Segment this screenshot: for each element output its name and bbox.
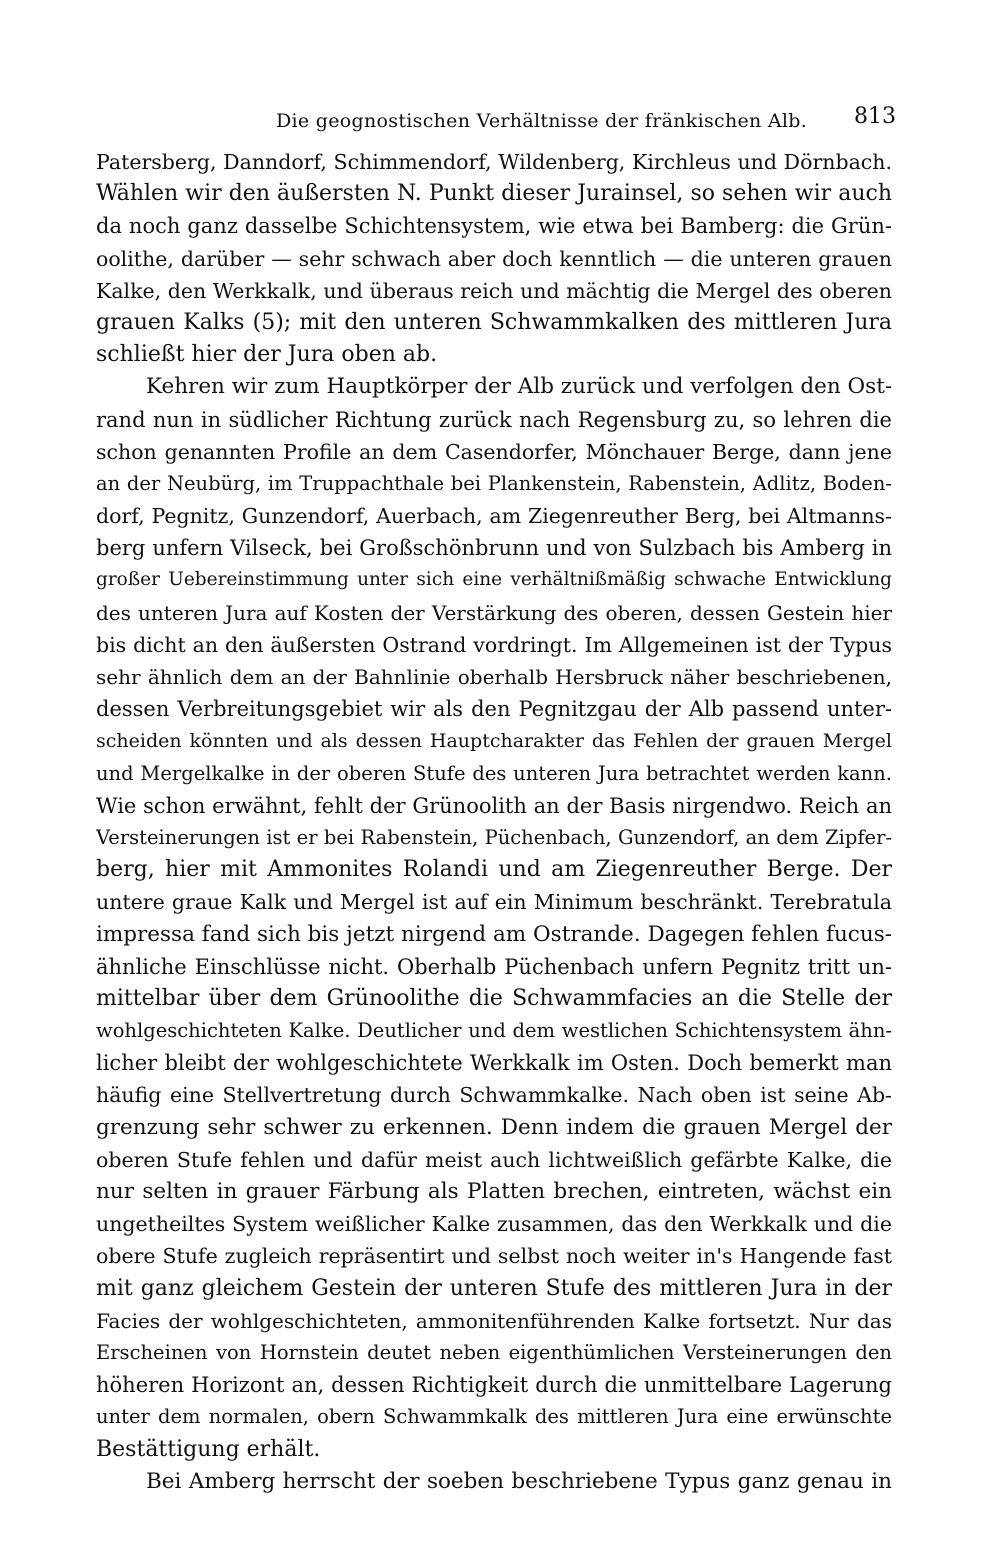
text-line: da noch ganz dasselbe Schichtensystem, wie etwa bei Bamberg: die Grün- <box>96 214 892 239</box>
text-line: dessen Verbreitungsgebiet wir als den Pegnitzgau der Alb passend unter- <box>96 697 892 722</box>
text-line: impressa fand sich bis jetzt nirgend am Ostrande. Dagegen fehlen fucus- <box>96 921 892 947</box>
text-line: oolithe, darüber — sehr schwach aber doch kenntlich — die unteren grauen <box>96 246 892 271</box>
text-line: ähnliche Einschlüsse nicht. Oberhalb Püchenbach unfern Pegnitz tritt un- <box>96 954 892 979</box>
text-line: Kalke, den Werkkalk, und überaus reich und mächtig die Mergel des oberen <box>96 278 892 303</box>
text-line: ungetheiltes System weißlicher Kalke zusammen, das den Werkkalk und die <box>96 1212 892 1237</box>
text-line: sehr ähnlich dem an der Bahnlinie oberhalb Hersbruck näher beschriebenen, <box>96 665 892 689</box>
text-line: bis dicht an den äußersten Ostrand vordringt. Im Allgemeinen ist der Typus <box>96 632 892 657</box>
text-line: großer Uebereinstimmung unter sich eine verhältnißmäßig schwache Entwicklung <box>96 569 892 591</box>
text-line: des unteren Jura auf Kosten der Verstärkung des oberen, dessen Gestein hier <box>96 600 892 625</box>
text-line: Wählen wir den äußersten N. Punkt dieser Jurainsel, so sehen wir auch <box>96 181 892 207</box>
text-line: Erscheinen von Hornstein deutet neben eigenthümlichen Versteinerungen den <box>96 1340 892 1364</box>
text-line: dorf, Pegnitz, Gunzendorf, Auerbach, am Ziegenreuther Berg, bei Altmanns- <box>96 504 892 529</box>
text-line: unter dem normalen, obern Schwammkalk des mittleren Jura eine erwünschte <box>96 1405 892 1429</box>
text-line: wohlgeschichteten Kalke. Deutlicher und dem westlichen Schichtensystem ähn- <box>96 1019 892 1043</box>
text-line: Patersberg, Danndorf, Schimmendorf, Wildenberg, Kirchleus und Dörnbach. <box>96 150 892 174</box>
text-line: obere Stufe zugleich repräsentirt und selbst noch weiter in's Hangende fast <box>96 1244 892 1269</box>
text-line: untere graue Kalk und Mergel ist auf ein Minimum beschränkt. Terebratula <box>96 890 892 915</box>
text-line: höheren Horizont an, dessen Richtigkeit durch die unmittelbare Lagerung <box>96 1373 892 1398</box>
text-line: Wie schon erwähnt, fehlt der Grünoolith an der Basis nirgendwo. Reich an <box>96 793 892 818</box>
text-line: licher bleibt der wohlgeschichtete Werkkalk im Osten. Doch bemerkt man <box>96 1051 892 1076</box>
text-line: scheiden könnten und als dessen Hauptcharakter das Fehlen der grauen Mergel <box>96 730 892 753</box>
text-line: grenzung sehr schwer zu erkennen. Denn indem die grauen Mergel der <box>96 1114 892 1140</box>
text-line: rand nun in südlicher Richtung zurück nach Regensburg zu, so lehren die <box>96 407 892 432</box>
body-text <box>96 146 892 1498</box>
text-line: nur selten in grauer Färbung als Platten brechen, eintreten, wächst ein <box>96 1179 892 1204</box>
text-line: Bestättigung erhält. <box>96 1436 321 1462</box>
text-line: oberen Stufe fehlen und dafür meist auch lichtweißlich gefärbte Kalke, die <box>96 1147 892 1172</box>
text-line: Versteinerungen ist er bei Rabenstein, Püchenbach, Gunzendorf, an dem Zipfer- <box>96 825 892 849</box>
text-line: grauen Kalks (5); mit den unteren Schwammkalken des mittleren Jura <box>96 309 892 335</box>
page-header <box>96 104 896 136</box>
running-title: Die geognostischen Verhältnisse der fränkischen Alb. <box>276 110 808 132</box>
text-line: und Mergelkalke in der oberen Stufe des unteren Jura betrachtet werden kann. <box>96 761 892 785</box>
text-line: Facies der wohlgeschichteten, ammonitenführenden Kalke fortsetzt. Nur das <box>96 1308 892 1333</box>
text-line: häufig eine Stellvertretung durch Schwammkalke. Nach oben ist seine Ab- <box>96 1083 892 1108</box>
text-line: mit ganz gleichem Gestein der unteren Stufe des mittleren Jura in der <box>96 1275 892 1301</box>
text-line: mittelbar über dem Grünoolithe die Schwammfacies an die Stelle der <box>96 985 892 1011</box>
text-line: schließt hier der Jura oben ab. <box>96 342 438 368</box>
page-number: 813 <box>854 104 896 129</box>
text-line: Kehren wir zum Hauptkörper der Alb zurück und verfolgen den Ost- <box>146 374 892 400</box>
text-line: Bei Amberg herrscht der soeben beschriebene Typus ganz genau in <box>146 1468 892 1494</box>
text-line: an der Neubürg, im Truppachthale bei Plankenstein, Rabenstein, Adlitz, Boden- <box>96 471 892 495</box>
text-line: schon genannten Profile an dem Casendorfer, Mönchauer Berge, dann jene <box>96 439 892 464</box>
text-line: berg unfern Vilseck, bei Großschönbrunn und von Sulzbach bis Amberg in <box>96 536 892 561</box>
text-line: berg, hier mit Ammonites Rolandi und am Ziegenreuther Berge. Der <box>96 857 892 883</box>
